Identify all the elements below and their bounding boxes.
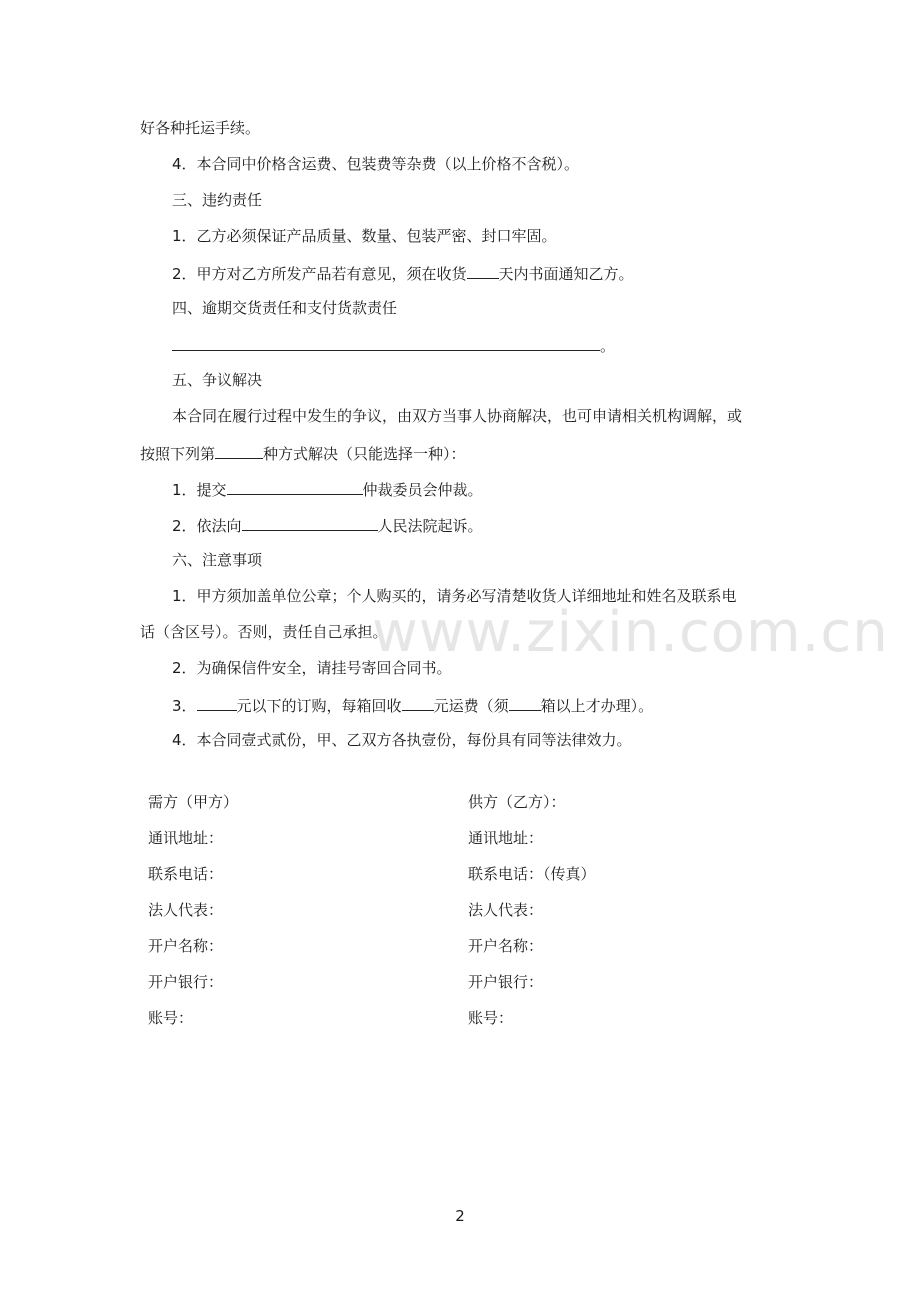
section-heading: 三、违约责任 xyxy=(172,191,263,209)
supplier-label: 供方（乙方）： xyxy=(468,793,566,811)
blank-days-field[interactable] xyxy=(467,262,499,279)
text: 2．甲方对乙方所发产品若有意见，须在收货 xyxy=(172,265,467,283)
text: 1．提交 xyxy=(172,481,227,499)
blank-court-field[interactable] xyxy=(242,514,378,531)
paragraph: 好各种托运手续。 xyxy=(140,119,261,137)
text: 。 xyxy=(600,337,616,355)
text: 仲裁委员会仲裁。 xyxy=(362,481,483,499)
paragraph: 4．本合同壹式贰份，甲、乙双方各执壹份，每份具有同等法律效力。 xyxy=(172,731,632,749)
section-heading: 四、逾期交货责任和支付货款责任 xyxy=(172,299,398,317)
text: 按照下列第 xyxy=(140,445,216,463)
buyer-address-label: 通讯地址： xyxy=(148,829,224,847)
paragraph xyxy=(172,478,483,500)
blank-method-field[interactable] xyxy=(215,442,263,459)
supplier-account-number-label: 账号： xyxy=(468,1009,514,1027)
watermark: www.zixin.com.cn xyxy=(372,600,889,665)
supplier-account-name-label: 开户名称： xyxy=(468,937,544,955)
section-heading: 五、争议解决 xyxy=(172,371,263,389)
supplier-representative-label: 法人代表： xyxy=(468,901,544,919)
paragraph: 本合同在履行过程中发生的争议，由双方当事人协商解决，也可申请相关机构调解，或 xyxy=(172,407,743,425)
text: 天内书面通知乙方。 xyxy=(498,265,634,283)
text: 元以下的订购，每箱回收 xyxy=(236,697,402,715)
buyer-label: 需方（甲方） xyxy=(148,793,239,811)
paragraph: 话（含区号）。否则，责任自己承担。 xyxy=(140,623,388,641)
paragraph: 1．甲方须加盖单位公章；个人购买的，请务必写清楚收货人详细地址和姓名及联系电 xyxy=(172,587,737,605)
text: 元运费（须 xyxy=(433,697,509,715)
text: 种方式解决（只能选择一种）： xyxy=(263,445,466,463)
blank-arbitration-field[interactable] xyxy=(227,478,363,495)
paragraph: 2．为确保信件安全，请挂号寄回合同书。 xyxy=(172,659,452,677)
text: 人民法院起诉。 xyxy=(377,517,483,535)
page-number: 2 xyxy=(455,1207,465,1225)
paragraph xyxy=(172,514,483,536)
buyer-phone-label: 联系电话： xyxy=(148,865,224,883)
text: 箱以上才办理）。 xyxy=(540,697,654,715)
text: 3． xyxy=(172,697,197,715)
blank-amount-field[interactable] xyxy=(197,694,237,711)
paragraph xyxy=(172,262,634,284)
supplier-address-label: 通讯地址： xyxy=(468,829,544,847)
paragraph xyxy=(140,442,466,464)
buyer-account-number-label: 账号： xyxy=(148,1009,194,1027)
paragraph xyxy=(172,694,653,716)
supplier-bank-label: 开户银行： xyxy=(468,973,544,991)
section-heading: 六、注意事项 xyxy=(172,551,263,569)
blank-fee-field[interactable] xyxy=(402,694,434,711)
supplier-phone-label: 联系电话：（传真） xyxy=(468,865,596,883)
paragraph: 4．本合同中价格含运费、包装费等杂费（以上价格不含税）。 xyxy=(172,155,580,173)
paragraph xyxy=(172,334,615,356)
buyer-representative-label: 法人代表： xyxy=(148,901,224,919)
buyer-bank-label: 开户银行： xyxy=(148,973,224,991)
paragraph: 1．乙方必须保证产品质量、数量、包装严密、封口牢固。 xyxy=(172,227,557,245)
blank-liability-field[interactable] xyxy=(172,334,600,351)
text: 2．依法向 xyxy=(172,517,242,535)
buyer-account-name-label: 开户名称： xyxy=(148,937,224,955)
blank-boxes-field[interactable] xyxy=(509,694,541,711)
